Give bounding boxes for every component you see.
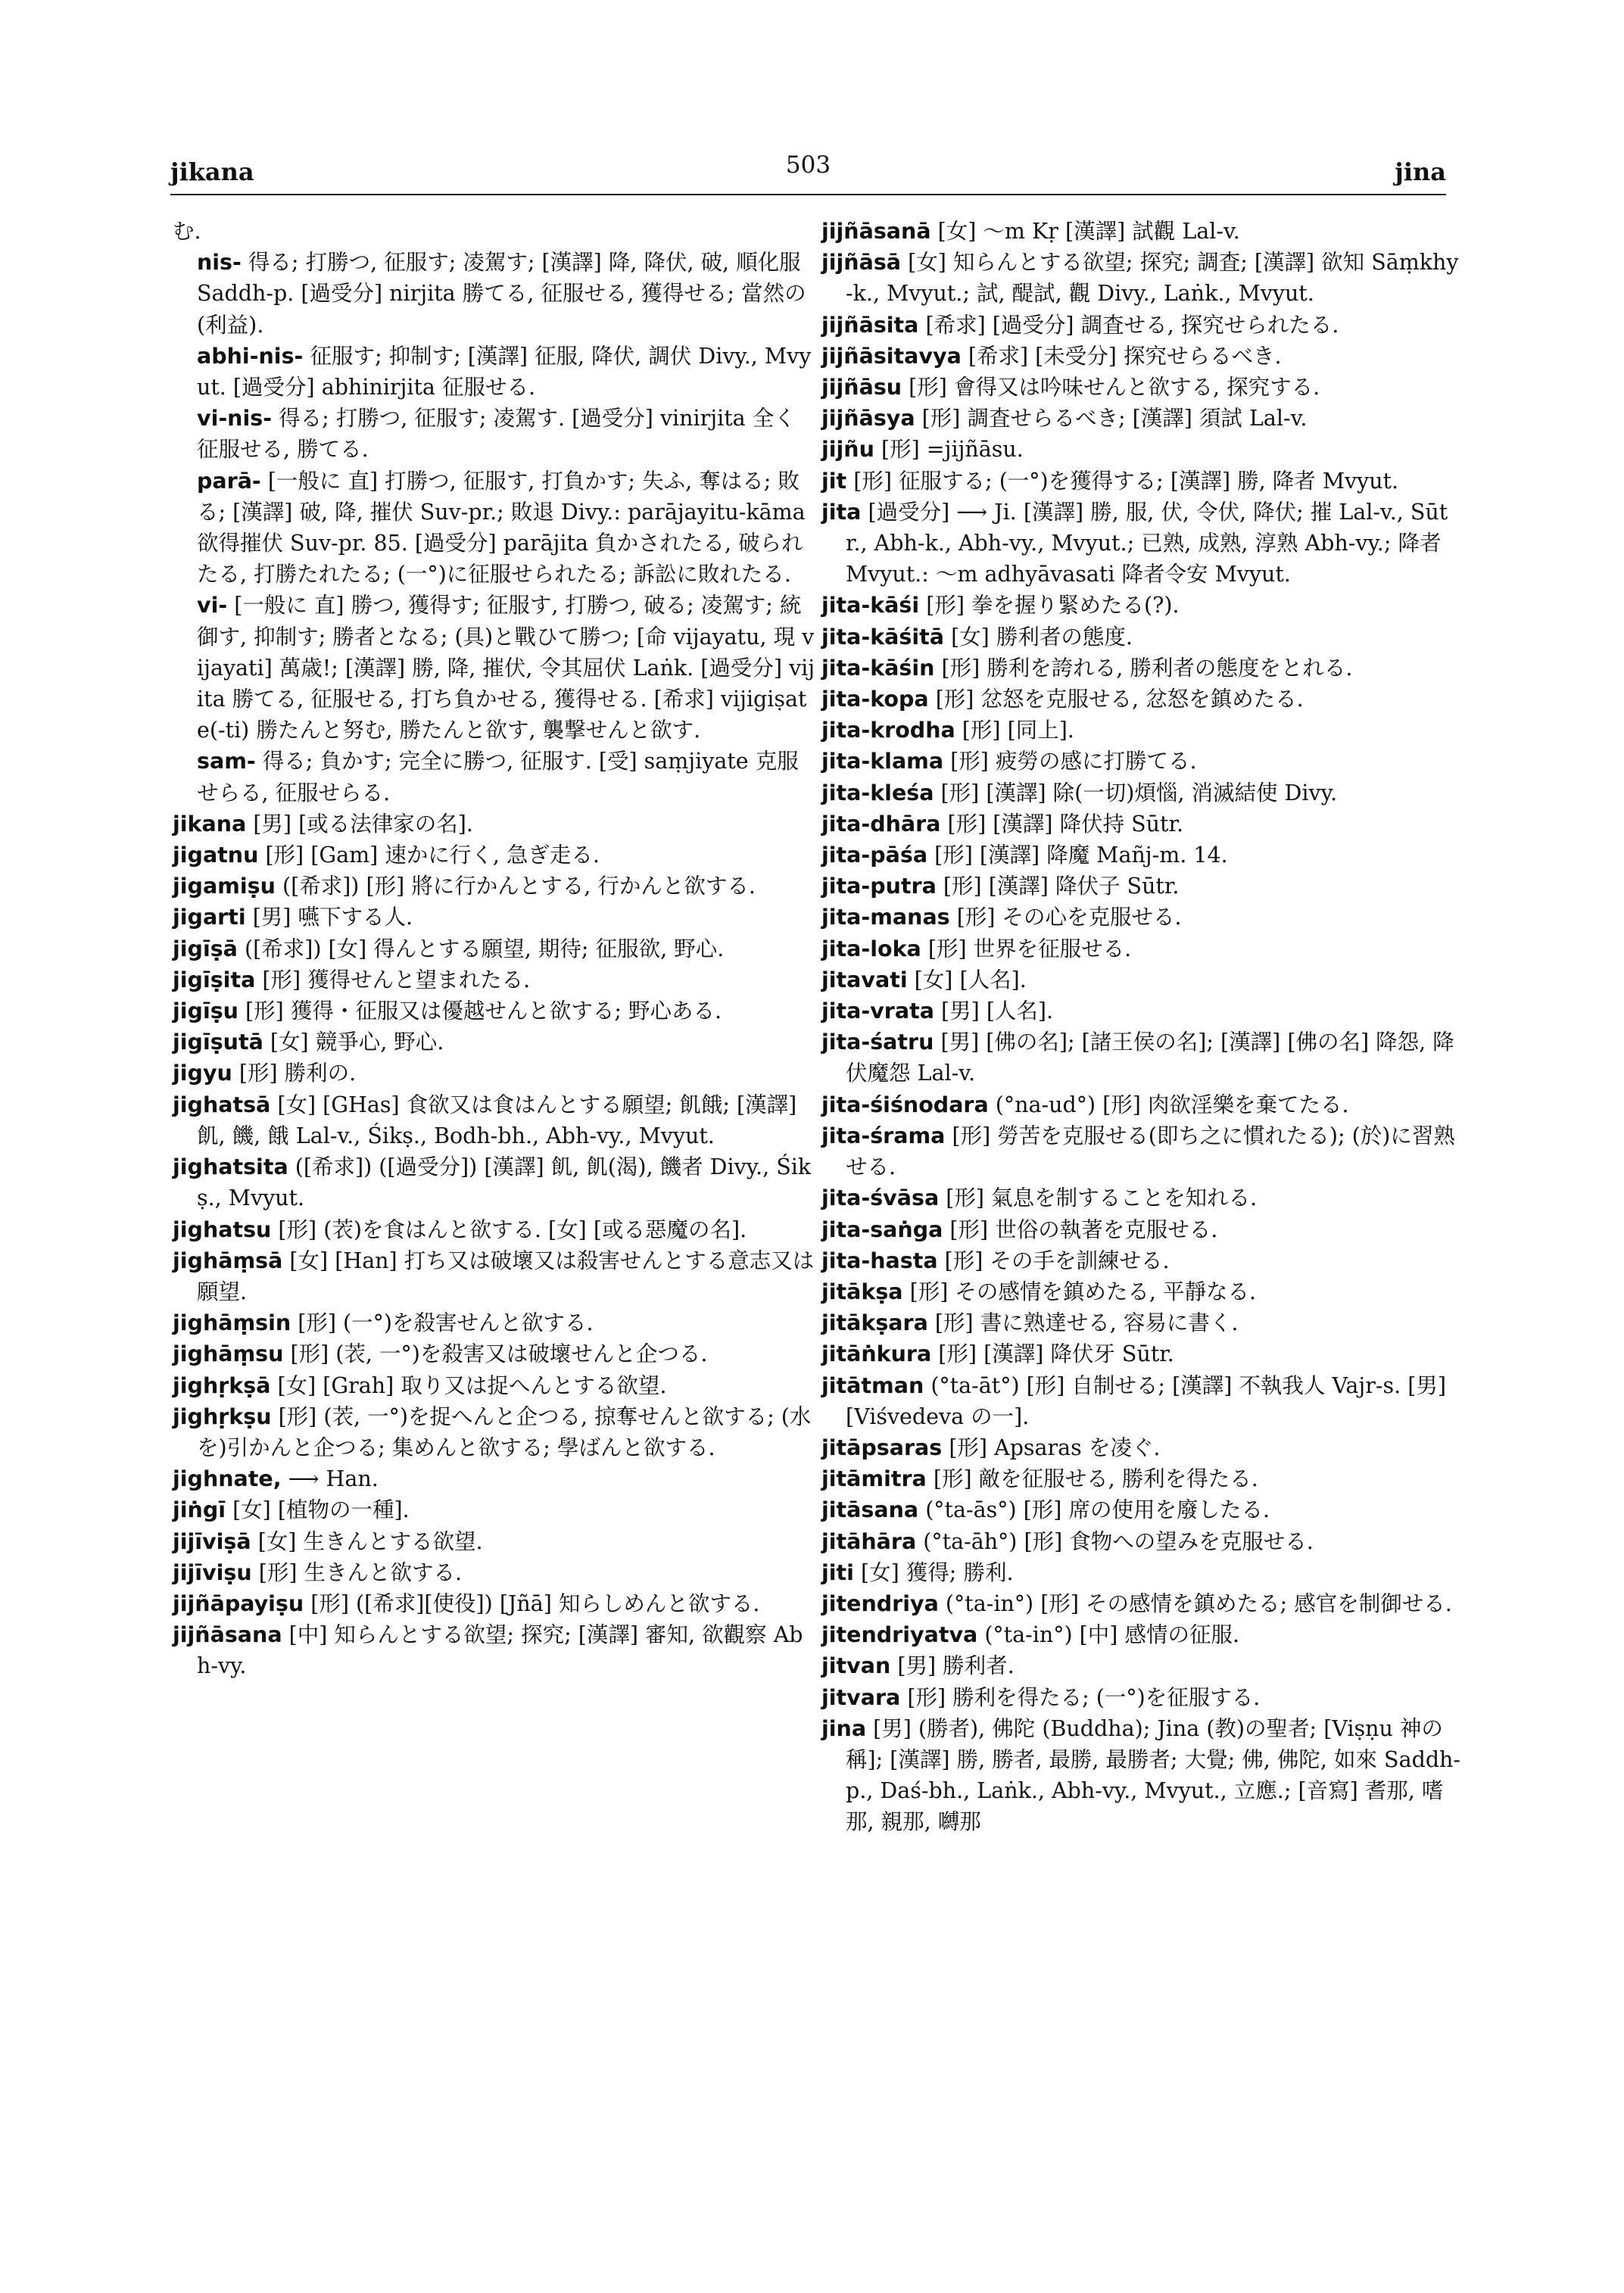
entry-headword: jijñāsana	[173, 1622, 282, 1648]
dictionary-entry	[173, 871, 816, 902]
dictionary-entry	[821, 1338, 1465, 1369]
dictionary-entry	[821, 403, 1465, 434]
dictionary-entry	[821, 1526, 1465, 1557]
dictionary-entry	[821, 1432, 1465, 1463]
dictionary-entry	[173, 1526, 816, 1557]
entry-definition: 得る; 負かす; 完全に勝つ, 征服す. [受] saṃjiyate 克服せらる, 征服せらる.	[197, 749, 799, 805]
entry-definition: [形] 獲得せんと望まれたる.	[262, 967, 531, 992]
dictionary-entry	[173, 341, 816, 403]
dictionary-entry	[173, 840, 816, 871]
entry-definition: [一般に 直] 勝つ, 獲得す; 征服す, 打勝つ, 破る; 凌駕す; 統御す, 抑制す; 勝者となる; (具)と戰ひて勝つ; [命 vijayatu, 現 vijayati] 萬歳!; [漢譯] 勝, 降, 摧伏, 令其屈伏 Laṅk. [過受分] vijita 勝てる, 征服せる, 打ち負かせる, 獲得せる. [希求] vijigiṣate(-ti) 勝たんと努む, 勝たんと欲す, 襲撃せんと欲す.	[197, 593, 815, 743]
entry-definition: [形] (䒾, 一°)を捉へんと企つる, 掠奪せんと欲する; (水を)引かんと企つる; 集めんと欲する; 學ばんと欲する.	[197, 1404, 812, 1460]
dictionary-entry	[821, 1463, 1465, 1494]
dictionary-entry	[821, 590, 1465, 621]
dictionary-entry	[173, 1338, 816, 1369]
dictionary-entry	[821, 1245, 1465, 1276]
entry-headword: jita-saṅga	[821, 1217, 943, 1242]
dictionary-entry	[821, 434, 1465, 465]
entry-definition: [形] 疲勞の感に打勝てる.	[950, 749, 1197, 774]
entry-headword: jita-kāśitā	[821, 624, 944, 650]
entry-headword: jijñāsita	[821, 312, 919, 338]
entry-definition: 得る; 打勝つ, 征服す; 凌駕す. [過受分] vinirjita 全く征服せる, 勝てる.	[197, 406, 796, 463]
left-column	[173, 216, 816, 1682]
entry-definition: [形] その感情を鎮めたる, 平靜なる.	[909, 1279, 1257, 1304]
entry-headword: jita-kopa	[821, 687, 929, 712]
entry-headword: jigyu	[173, 1061, 232, 1086]
dictionary-entry	[173, 964, 816, 995]
entry-headword: jigīṣita	[173, 967, 256, 992]
entry-headword: jigīṣutā	[173, 1030, 263, 1055]
entry-definition: [形] ([希求][使役]) [Jñā] 知らしめんと欲する.	[310, 1590, 760, 1616]
entry-definition: [中] 知らんとする欲望; 探究; [漢譯] 審知, 欲觀察 Abh-vy.	[197, 1622, 803, 1679]
entry-headword: jigatnu	[173, 843, 259, 868]
entry-definition: [形] 獲得・征服又は優越せんと欲する; 野心ある.	[245, 999, 722, 1024]
dictionary-entry	[173, 902, 816, 933]
entry-definition: [形] 勝利を誇れる, 勝利者の態度をとれる.	[941, 655, 1353, 681]
entry-definition: ([希求]) [形] 將に行かんとする, 行かんと欲する.	[282, 874, 756, 899]
entry-definition: [希求] [未受分] 探究せらるべき.	[968, 343, 1282, 369]
entry-definition: [形] 世界を征服せる.	[927, 936, 1132, 961]
entry-headword: jighāṃsu	[173, 1341, 284, 1367]
entry-definition: (°na-ud°) [形] 肉欲淫樂を棄てたる.	[995, 1092, 1349, 1117]
entry-headword: jit	[821, 468, 847, 494]
entry-headword: jijñāpayiṣu	[173, 1590, 304, 1616]
dictionary-entry	[821, 902, 1465, 933]
dictionary-entry	[821, 653, 1465, 684]
entry-headword: jighatsu	[173, 1217, 272, 1242]
dictionary-entry	[821, 746, 1465, 777]
dictionary-entry	[173, 1214, 816, 1245]
entry-definition: [形] その心を克服せる.	[956, 905, 1182, 930]
entry-definition: [女] 生きんとする欲望.	[257, 1528, 483, 1554]
dictionary-entry	[173, 466, 816, 590]
entry-definition: [男] [或る法律家の名].	[253, 811, 473, 837]
entry-definition: [女] 勝利者の態度.	[951, 624, 1133, 650]
entry-definition: [形] 世俗の執著を克服せる.	[949, 1217, 1218, 1242]
entry-definition: [形] 書に熟達せる, 容易に書く.	[934, 1310, 1239, 1336]
entry-headword: jita-hasta	[821, 1248, 938, 1273]
right-column	[821, 216, 1465, 1838]
entry-definition: [形] [漢譯] 降伏持 Sūtr.	[947, 811, 1184, 837]
entry-definition: [形] 勝利を得たる; (一°)を征服する.	[907, 1684, 1261, 1710]
entry-headword: jita-śvāsa	[821, 1185, 940, 1211]
entry-definition: [形] [漢譯] 除(一切)煩惱, 消滅結使 Divy.	[940, 780, 1337, 805]
entry-headword: jigarti	[173, 905, 246, 930]
entry-definition: [形] [Gam] 速かに行く, 急ぎ走る.	[265, 843, 600, 868]
entry-definition: [女] 知らんとする欲望; 探究; 調査; [漢譯] 欲知 Sāṃkhy-k., Mvyut.; 試, 醍試, 觀 Divy., Laṅk., Mvyut.	[846, 250, 1459, 307]
dictionary-entry	[173, 1151, 816, 1213]
entry-headword: jitāsana	[821, 1497, 919, 1523]
entry-headword: jigīṣā	[173, 936, 238, 961]
entry-headword: jitvara	[821, 1684, 901, 1710]
entry-headword: jita-kāśin	[821, 655, 935, 681]
entry-headword: jitavati	[821, 967, 908, 992]
dictionary-entry	[821, 715, 1465, 746]
entry-headword: jitvan	[821, 1653, 891, 1679]
entry-headword: jita-śiśnodara	[821, 1092, 989, 1117]
entry-headword: jita-kleśa	[821, 780, 934, 805]
page-header	[170, 151, 1446, 195]
entry-headword: jighāṃsin	[173, 1310, 291, 1336]
entry-definition: [形] (䒾)を食はんと欲する. [女] [或る惡魔の名].	[278, 1217, 747, 1242]
entry-headword: jijñāsanā	[821, 219, 931, 244]
dictionary-entry	[821, 933, 1465, 964]
dictionary-entry	[821, 1557, 1465, 1588]
dictionary-entry	[821, 1650, 1465, 1681]
dictionary-entry	[821, 1214, 1465, 1245]
dictionary-entry	[821, 684, 1465, 715]
dictionary-entry	[173, 247, 816, 341]
entry-definition: [形] 調査せらるべき; [漢譯] 須試 Lal-v.	[921, 406, 1308, 431]
entry-headword: vi-	[197, 593, 228, 618]
dictionary-entry	[821, 216, 1465, 247]
entry-headword: jitendriya	[821, 1590, 939, 1616]
entry-definition: [形] 生きんと欲する.	[258, 1559, 463, 1585]
entry-definition: む.	[173, 219, 201, 244]
entry-headword: jitāhāra	[821, 1528, 917, 1554]
entry-headword: jitāmitra	[821, 1466, 927, 1492]
running-head-left: jikana	[170, 157, 254, 186]
entry-definition: (°ta-ās°) [形] 席の使用を廢したる.	[925, 1497, 1270, 1523]
entry-headword: jita-śrama	[821, 1123, 946, 1148]
entry-definition: [女] [人名].	[914, 967, 1027, 992]
entry-definition: (°ta-in°) [形] その感情を鎮めたる; 感官を制御せる.	[945, 1590, 1452, 1616]
entry-headword: sam-	[197, 749, 256, 774]
entry-definition: 征服す; 抑制す; [漢譯] 征服, 降伏, 調伏 Divy., Mvyut. [過受分] abhinirjita 征服せる.	[197, 343, 812, 400]
entry-definition: [女] 競爭心, 野心.	[270, 1030, 444, 1055]
entry-headword: nis-	[197, 250, 242, 276]
dictionary-entry	[821, 1619, 1465, 1650]
entry-definition: [女] [Han] 打ち又は破壞又は殺害せんとする意志又は願望.	[197, 1248, 815, 1304]
entry-headword: jighāṃsā	[173, 1248, 283, 1273]
entry-definition: [形] [漢譯] 降魔 Mañj-m. 14.	[934, 843, 1228, 868]
dictionary-entry	[821, 808, 1465, 840]
entry-definition: [女] [植物の一種].	[232, 1497, 410, 1523]
entry-definition: [形] 征服する; (一°)を獲得する; [漢譯] 勝, 降者 Mvyut.	[853, 468, 1399, 494]
entry-headword: jighatsā	[173, 1092, 271, 1117]
dictionary-entry	[173, 1027, 816, 1058]
dictionary-entry	[821, 964, 1465, 995]
entry-definition: [形] 勞苦を克服せる(即ち之に慣れたる); (於)に習熟せる.	[846, 1123, 1455, 1180]
entry-definition: 得る; 打勝つ, 征服す; 凌駕す; [漢譯] 降, 降伏, 破, 順化服 Saddh-p. [過受分] nirjita 勝てる, 征服せる, 獲得せる; 當然の(利益).	[197, 250, 806, 338]
entry-headword: jikana	[173, 811, 247, 837]
entry-definition: (°ta-āt°) [形] 自制せる; [漢譯] 不執我人 Vajr-s. [男] [Viśvedeva の一].	[846, 1372, 1446, 1429]
entry-headword: parā-	[197, 468, 261, 494]
entry-headword: jita-krodha	[821, 718, 955, 743]
entry-headword: jita-dhāra	[821, 811, 941, 837]
dictionary-entry	[821, 622, 1465, 653]
entry-headword: jighnate,	[173, 1466, 282, 1492]
entry-headword: jitākṣa	[821, 1279, 903, 1304]
dictionary-entry	[173, 1089, 816, 1151]
entry-definition: [男] [人名].	[941, 999, 1054, 1024]
entry-definition: [形] 拳を握り緊めたる(?).	[926, 593, 1180, 618]
entry-definition: [形] (䒾, 一°)を殺害又は破壞せんと企つる.	[290, 1341, 708, 1367]
entry-definition: [女] 〜m Kṛ [漢譯] 試觀 Lal-v.	[937, 219, 1240, 244]
dictionary-entry	[173, 1307, 816, 1338]
dictionary-entry	[821, 995, 1465, 1027]
dictionary-entry	[173, 933, 816, 964]
entry-definition: (°ta-āh°) [形] 食物への望みを克服せる.	[923, 1528, 1314, 1554]
entry-definition: [形] =jijñāsu.	[881, 437, 1024, 463]
entry-definition: [一般に 直] 打勝つ, 征服す, 打負かす; 失ふ, 奪はる; 敗る; [漢譯] 破, 降, 摧伏 Suv-pr.; 敗退 Divy.: parājayitu-kāma 欲得摧伏 Suv-pr. 85. [過受分] parājita 負かされたる, 破られたる, 打勝たれたる; (一°)に征服せられたる; 訴訟に敗れたる.	[197, 468, 806, 587]
running-head-right: jina	[1395, 157, 1446, 186]
entry-definition: ([希求]) [女] 得んとする願望, 期待; 征服欲, 野心.	[244, 936, 725, 961]
entry-definition: [形] 勝利の.	[238, 1061, 357, 1086]
dictionary-entry	[821, 1588, 1465, 1619]
dictionary-entry	[821, 1370, 1465, 1432]
dictionary-entry	[821, 1713, 1465, 1838]
entry-definition: [形] その手を訓練せる.	[944, 1248, 1170, 1273]
entry-headword: jiti	[821, 1559, 854, 1585]
dictionary-entry	[173, 1619, 816, 1681]
dictionary-entry	[173, 1557, 816, 1588]
entry-headword: jijñu	[821, 437, 874, 463]
dictionary-entry	[821, 1494, 1465, 1525]
dictionary-entry	[821, 341, 1465, 372]
dictionary-entry	[821, 1682, 1465, 1713]
entry-definition: [形] 忿怒を克服せる, 忿怒を鎮めたる.	[935, 687, 1304, 712]
entry-headword: jita-manas	[821, 905, 950, 930]
entry-headword: jita	[821, 499, 862, 525]
entry-definition: [形] Apsaras を凌ぐ.	[949, 1435, 1161, 1460]
entry-headword: jita-kāśi	[821, 593, 920, 618]
dictionary-entry	[821, 466, 1465, 497]
entry-headword: jijñāsya	[821, 406, 915, 431]
entry-definition: [形] [漢譯] 降伏子 Sūtr.	[943, 874, 1180, 899]
entry-definition: [過受分] ⟶ Ji. [漢譯] 勝, 服, 伏, 令伏, 降伏; 摧 Lal-v., Sūtr., Abh-k., Abh-vy., Mvyut.; 已熟, 成熟, 淳熟 Abh-vy.; 降者 Mvyut.: 〜m adhyāvasati 降者令安 Mvyut.	[846, 499, 1448, 587]
entry-definition: ⟶ Han.	[288, 1466, 379, 1492]
entry-headword: jijīviṣā	[173, 1528, 251, 1554]
entry-headword: jina	[821, 1715, 867, 1741]
dictionary-entry	[173, 403, 816, 465]
dictionary-entry	[821, 247, 1465, 309]
entry-definition: [形] [同上].	[962, 718, 1074, 743]
dictionary-entry	[821, 1120, 1465, 1182]
entry-headword: jitākṣara	[821, 1310, 928, 1336]
entry-definition: ([希求]) ([過受分]) [漢譯] 飢, 飢(渴), 饑者 Divy., Śikṣ., Mvyut.	[197, 1154, 812, 1211]
dictionary-entry	[173, 995, 816, 1027]
entry-definition: [女] [Grah] 取り又は捉へんとする欲望.	[277, 1372, 667, 1398]
dictionary-entry	[821, 372, 1465, 403]
entry-headword: jita-pāśa	[821, 843, 928, 868]
entry-headword: jighatsita	[173, 1154, 288, 1180]
entry-headword: jitāṅkura	[821, 1341, 932, 1367]
dictionary-entry	[821, 840, 1465, 871]
entry-definition: [形] (一°)を殺害せんと欲する.	[298, 1310, 594, 1336]
dictionary-entry	[173, 1058, 816, 1089]
dictionary-entry	[821, 1182, 1465, 1213]
entry-headword: jijñāsitavya	[821, 343, 962, 369]
entry-headword: vi-nis-	[197, 406, 273, 431]
dictionary-entry	[821, 310, 1465, 341]
dictionary-entry	[173, 1401, 816, 1463]
dictionary-entry	[173, 590, 816, 746]
dictionary-entry	[173, 1245, 816, 1307]
entry-definition: [男] [佛の名]; [諸王侯の名]; [漢譯] [佛の名] 降怨, 降伏魔怨 Lal-v.	[846, 1030, 1454, 1086]
entry-headword: jitātman	[821, 1372, 924, 1398]
dictionary-entry	[173, 808, 816, 840]
entry-definition: [女] [GHas] 食欲又は食はんとする願望; 飢餓; [漢譯] 飢, 饑, 餓 Lal-v., Śikṣ., Bodh-bh., Abh-vy., Mvyut.	[197, 1092, 797, 1148]
entry-headword: jitendriyatva	[821, 1622, 978, 1648]
dictionary-entry	[821, 871, 1465, 902]
dictionary-entry	[821, 777, 1465, 808]
entry-headword: jita-vrata	[821, 999, 934, 1024]
entry-headword: jijīviṣu	[173, 1559, 252, 1585]
entry-definition: [希求] [過受分] 調査せる, 探究せられたる.	[925, 312, 1339, 338]
entry-headword: jita-putra	[821, 874, 937, 899]
dictionary-entry	[821, 1027, 1465, 1089]
entry-definition: [形] 會得又は吟味せんと欲する, 探究する.	[909, 375, 1320, 400]
entry-definition: [男] 勝利者.	[897, 1653, 1015, 1679]
dictionary-entry	[173, 746, 816, 808]
dictionary-entry	[173, 1463, 816, 1494]
dictionary-entry	[173, 1588, 816, 1619]
entry-headword: jijñāsā	[821, 250, 902, 276]
entry-headword: jita-loka	[821, 936, 921, 961]
entry-definition: (°ta-in°) [中] 感情の征服.	[984, 1622, 1240, 1648]
entry-definition: [男] (勝者), 佛陀 (Buddha); Jina (教)の聖者; [Viṣṇu 神の稱]; [漢譯] 勝, 勝者, 最勝, 最勝者; 大覺; 佛, 佛陀, 如來 Saddh-p., Daś-bh., Laṅk., Abh-vy., Mvyut., 立應.; [音寫] 耆那, 嗜那, 親那, 嚩那	[846, 1715, 1461, 1835]
entry-headword: jijñāsu	[821, 375, 902, 400]
dictionary-entry	[173, 216, 816, 247]
entry-definition: [形] 氣息を制することを知れる.	[946, 1185, 1258, 1211]
entry-headword: abhi-nis-	[197, 343, 304, 369]
dictionary-entry	[173, 1370, 816, 1401]
entry-definition: [女] 獲得; 勝利.	[861, 1559, 1014, 1585]
entry-headword: jigamiṣu	[173, 874, 276, 899]
dictionary-entry	[821, 1307, 1465, 1338]
entry-definition: [形] [漢譯] 降伏牙 Sūtr.	[938, 1341, 1174, 1367]
page-number: 503	[785, 151, 831, 179]
entry-definition: [形] 敵を征服せる, 勝利を得たる.	[933, 1466, 1258, 1492]
entry-headword: jiṅgī	[173, 1497, 226, 1523]
entry-headword: jighṛkṣā	[173, 1372, 271, 1398]
entry-headword: jigīṣu	[173, 999, 238, 1024]
dictionary-entry	[821, 1089, 1465, 1120]
dictionary-entry	[821, 497, 1465, 590]
entry-headword: jitāpsaras	[821, 1435, 943, 1460]
dictionary-entry	[821, 1276, 1465, 1307]
entry-headword: jighṛkṣu	[173, 1404, 272, 1429]
entry-headword: jita-śatru	[821, 1030, 934, 1055]
entry-headword: jita-klama	[821, 749, 944, 774]
header-rule	[170, 194, 1446, 195]
dictionary-entry	[173, 1494, 816, 1525]
entry-definition: [男] 嚥下する人.	[252, 905, 413, 930]
